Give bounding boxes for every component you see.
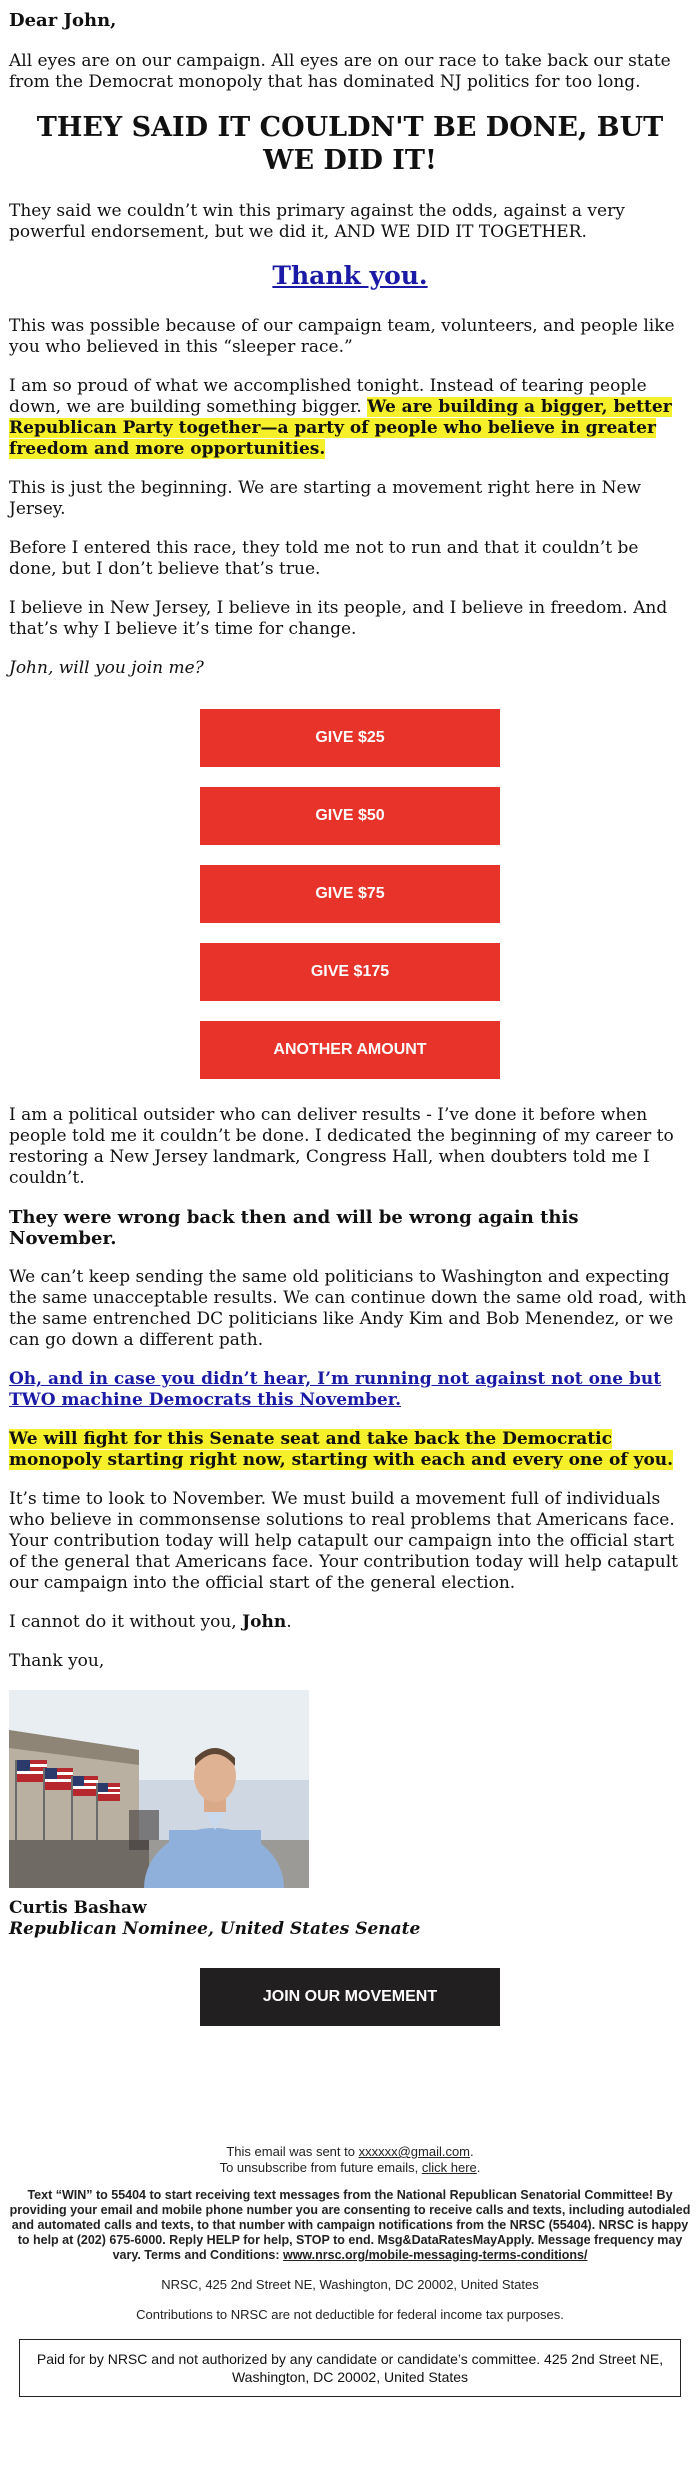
primary-paragraph: They said we couldn’t win this primary against the odds, against a very powerful endorsement, but we did it, AND WE DID IT TOGETHER. — [9, 201, 625, 242]
sent-to-prefix: This email was sent to — [226, 2144, 359, 2159]
recipient-email-link[interactable]: xxxxxx@gmail.com — [358, 2144, 471, 2159]
sent-to-line — [9, 2144, 691, 2160]
unsubscribe-link[interactable]: click here — [421, 2160, 477, 2175]
thank-you-closing: Thank you, — [9, 1651, 105, 1671]
sms-legal-body: Text “WIN” to 55404 to start receiving text messages from the National Republican Senatorial Committee! By providing your email and mobile phone number you are consenting to receive calls and texts, including autodialed and automated calls and texts, to that number with campaign notifications from the NRSC (55404). NRSC is happy to help at (202) 675-6000. Reply HELP for help, STOP to end. Msg&DataRatesMayApply. Message frequency may vary. Terms and Conditions: — [9, 2188, 691, 2262]
join-movement-button[interactable]: JOIN OUR MOVEMENT — [200, 1968, 500, 2026]
same-paragraph: We can’t keep sending the same old politicians to Washington and expecting the same unacceptable results. We can continue down the same old road, with the same entrenched DC politicians like Andy Kim and Bob Menendez, or we can go down a different path. — [9, 1267, 687, 1350]
cannot-paragraph — [9, 1612, 691, 1633]
donate-buttons — [9, 709, 691, 1079]
signature-title: Republican Nominee, United States Senate — [9, 1919, 421, 1939]
give-25-button[interactable]: GIVE $25 — [200, 709, 500, 767]
thank-you-link[interactable]: Thank you. — [272, 261, 428, 290]
footer — [9, 2144, 691, 2323]
sms-legal-text — [9, 2188, 691, 2263]
unsubscribe-line — [9, 2160, 691, 2176]
tax-note: Contributions to NRSC are not deductible for federal income tax purposes. — [136, 2307, 564, 2322]
give-175-button[interactable]: GIVE $175 — [200, 943, 500, 1001]
sent-to-suffix: . — [470, 2144, 474, 2159]
before-paragraph: Before I entered this race, they told me not to run and that it couldn’t be done, but I don’t believe that’s true. — [9, 538, 639, 579]
two-machine-paragraph — [9, 1369, 691, 1411]
fight-highlight: We will fight for this Senate seat and take back the Democratic monopoly starting right now, starting with each and every one of you. — [9, 1429, 674, 1470]
terms-link[interactable]: www.nrsc.org/mobile-messaging-terms-conditions/ — [282, 2248, 588, 2262]
highlighted-text: We are building a bigger, better Republican Party together—a party of people who believe in greater freedom and more opportunities. — [9, 397, 672, 459]
join-question: John, will you join me? — [9, 658, 204, 678]
another-amount-button[interactable]: ANOTHER AMOUNT — [200, 1021, 500, 1079]
wrong-paragraph: They were wrong back then and will be wrong again this November. — [9, 1207, 579, 1249]
greeting: Dear John, — [9, 10, 117, 31]
cannot-text: I cannot do it without you, — [9, 1612, 243, 1632]
proud-paragraph — [9, 376, 691, 460]
signature-name: Curtis Bashaw — [9, 1898, 147, 1918]
outsider-paragraph: I am a political outsider who can deliver results - I’ve done it before when people told me it couldn’t be done. I dedicated the beginning of my career to restoring a New Jersey landmark, Congress Hall, when doubters told me I couldn’t. — [9, 1105, 674, 1188]
thank-you-block — [9, 261, 691, 290]
cannot-end: . — [286, 1612, 292, 1632]
recipient-name: John — [242, 1612, 287, 1632]
paid-for-box: Paid for by NRSC and not authorized by any candidate or candidate’s committee. 425 2nd Street NE, Washington, DC 20002, United States — [19, 2339, 681, 2397]
give-50-button[interactable]: GIVE $50 — [200, 787, 500, 845]
unsubscribe-suffix: . — [476, 2160, 481, 2175]
give-75-button[interactable]: GIVE $75 — [200, 865, 500, 923]
email-body — [9, 0, 691, 2397]
address-line: NRSC, 425 2nd Street NE, Washington, DC 20002, United States — [161, 2277, 539, 2292]
beginning-paragraph: This is just the beginning. We are starting a movement right here in New Jersey. — [9, 478, 642, 519]
headline: THEY SAID IT COULDN'T BE DONE, BUT WE DID IT! — [36, 112, 664, 176]
proud-text: I am so proud of what we accomplished tonight. Instead of tearing people down, we are building something bigger. — [9, 376, 647, 417]
believe-paragraph: I believe in New Jersey, I believe in its people, and I believe in freedom. And that’s why I believe it’s time for change. — [9, 598, 668, 639]
intro-paragraph: All eyes are on our campaign. All eyes are on our race to take back our state from the Democrat monopoly that has dominated NJ politics for too long. — [9, 51, 671, 92]
unsubscribe-prefix: To unsubscribe from future emails, — [219, 2160, 422, 2175]
candidate-photo — [9, 1690, 309, 1888]
possible-paragraph: This was possible because of our campaign team, volunteers, and people like you who believed in this “sleeper race.” — [9, 316, 675, 357]
fight-paragraph — [9, 1429, 691, 1471]
november-paragraph: It’s time to look to November. We must build a movement full of individuals who believe in commonsense solutions to real problems that Americans face. Your contribution today will help catapult our campaign into the official start of the general that Americans face. Your contribution today will help catapult our campaign into the official start of the general election. — [9, 1489, 679, 1593]
two-machine-link[interactable]: Oh, and in case you didn’t hear, I’m running not against not one but TWO machine Democrats this November. — [9, 1369, 662, 1410]
